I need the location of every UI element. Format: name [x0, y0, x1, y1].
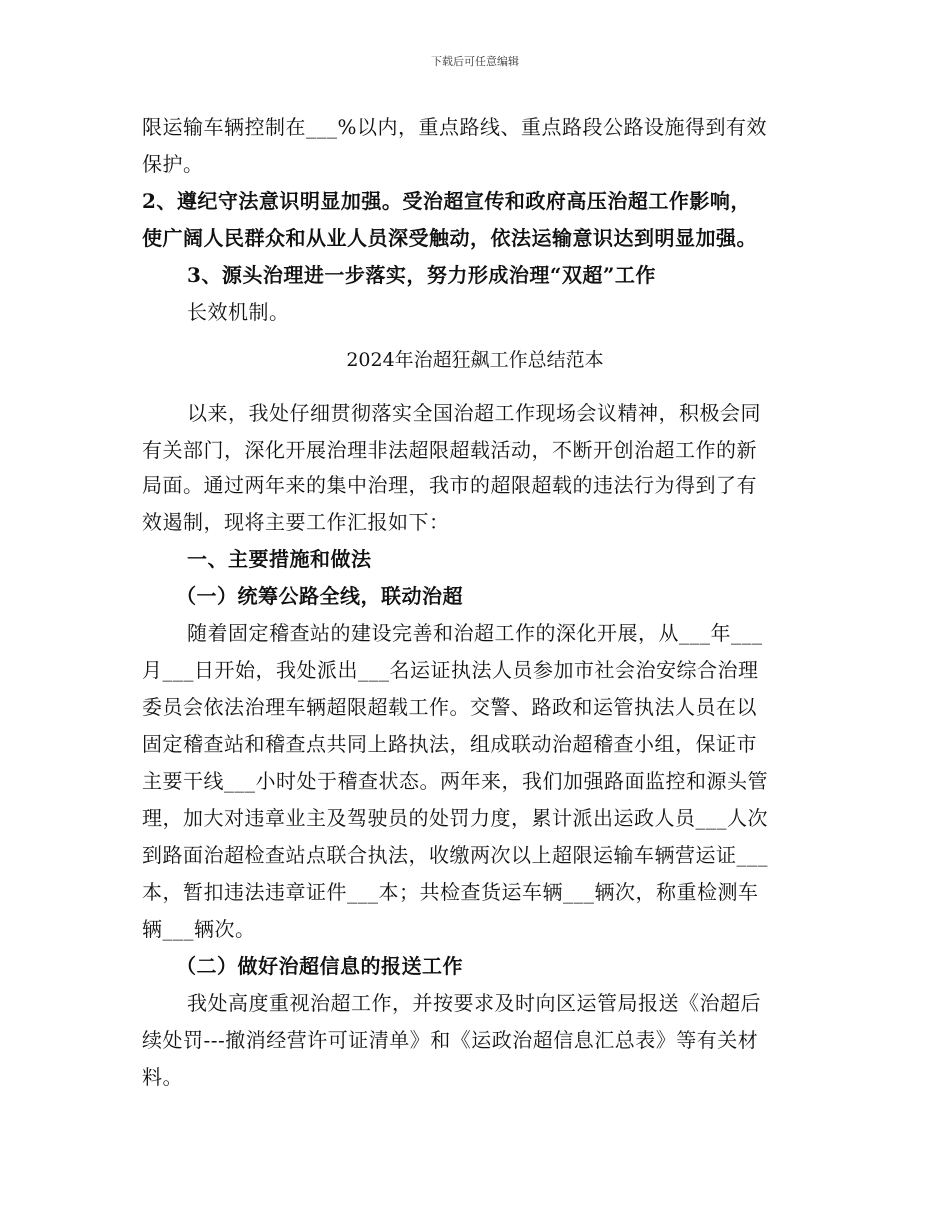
text-line: 月___日开始，我处派出___名运证执法人员参加市社会治安综合治理: [142, 658, 759, 682]
text-line: 保护。: [142, 152, 204, 176]
text-line-bold: 使广阔人民群众和从业人员深受触动，依法运输意识达到明显加强。: [142, 226, 757, 250]
text-line: 效遏制，现将主要工作汇报如下：: [142, 510, 450, 534]
text-line: 理，加大对违章业主及驾驶员的处罚力度，累计派出运政人员___人次: [142, 806, 768, 830]
text-line: 辆___辆次。: [142, 917, 256, 941]
text-line: 有关部门，深化开展治理非法超限超载活动，不断开创治超工作的新: [142, 438, 757, 462]
text-line: 限运输车辆控制在___%以内，重点路线、重点路段公路设施得到有效: [142, 115, 768, 139]
text-line: 我处高度重视治超工作，并按要求及时向区运管局报送《治超后: [187, 991, 761, 1015]
text-line: 长效机制。: [187, 300, 290, 324]
document-title: 2024年治超狂飙工作总结范本: [346, 349, 604, 371]
subsection-heading: （二）做好治超信息的报送工作: [176, 954, 463, 978]
text-line: 主要干线___小时处于稽查状态。两年来，我们加强路面监控和源头管: [142, 769, 768, 793]
text-line: 固定稽查站和稽查点共同上路执法，组成联动治超稽查小组，保证市: [142, 732, 757, 756]
text-line: 局面。通过两年来的集中治理，我市的超限超载的违法行为得到了有: [142, 473, 757, 497]
section-heading: 一、主要措施和做法: [187, 547, 372, 571]
page-header: 下载后可任意编辑: [431, 55, 519, 68]
text-line: 到路面治超检查站点联合执法，收缴两次以上超限运输车辆营运证___: [142, 843, 768, 867]
text-line-bold: 3、源头治理进一步落实，努力形成治理“双超”工作: [187, 263, 656, 287]
text-line: 续处罚---撤消经营许可证清单》和《运政治超信息汇总表》等有关材: [142, 1028, 759, 1052]
text-line-bold: 2、遵纪守法意识明显加强。受治超宣传和政府高压治超工作影响，: [142, 189, 751, 213]
text-line: 委员会依法治理车辆超限超载工作。交警、路政和运管执法人员在以: [142, 695, 757, 719]
text-line: 料。: [142, 1065, 183, 1089]
text-line: 以来，我处仔细贯彻落实全国治超工作现场会议精神，积极会同: [187, 401, 761, 425]
subsection-heading: （一）统筹公路全线，联动治超: [176, 584, 463, 608]
text-line: 随着固定稽查站的建设完善和治超工作的深化开展，从___年___: [187, 621, 763, 645]
text-line: 本，暂扣违法违章证件___本；共检查货运车辆___辆次，称重检测车: [142, 880, 759, 904]
